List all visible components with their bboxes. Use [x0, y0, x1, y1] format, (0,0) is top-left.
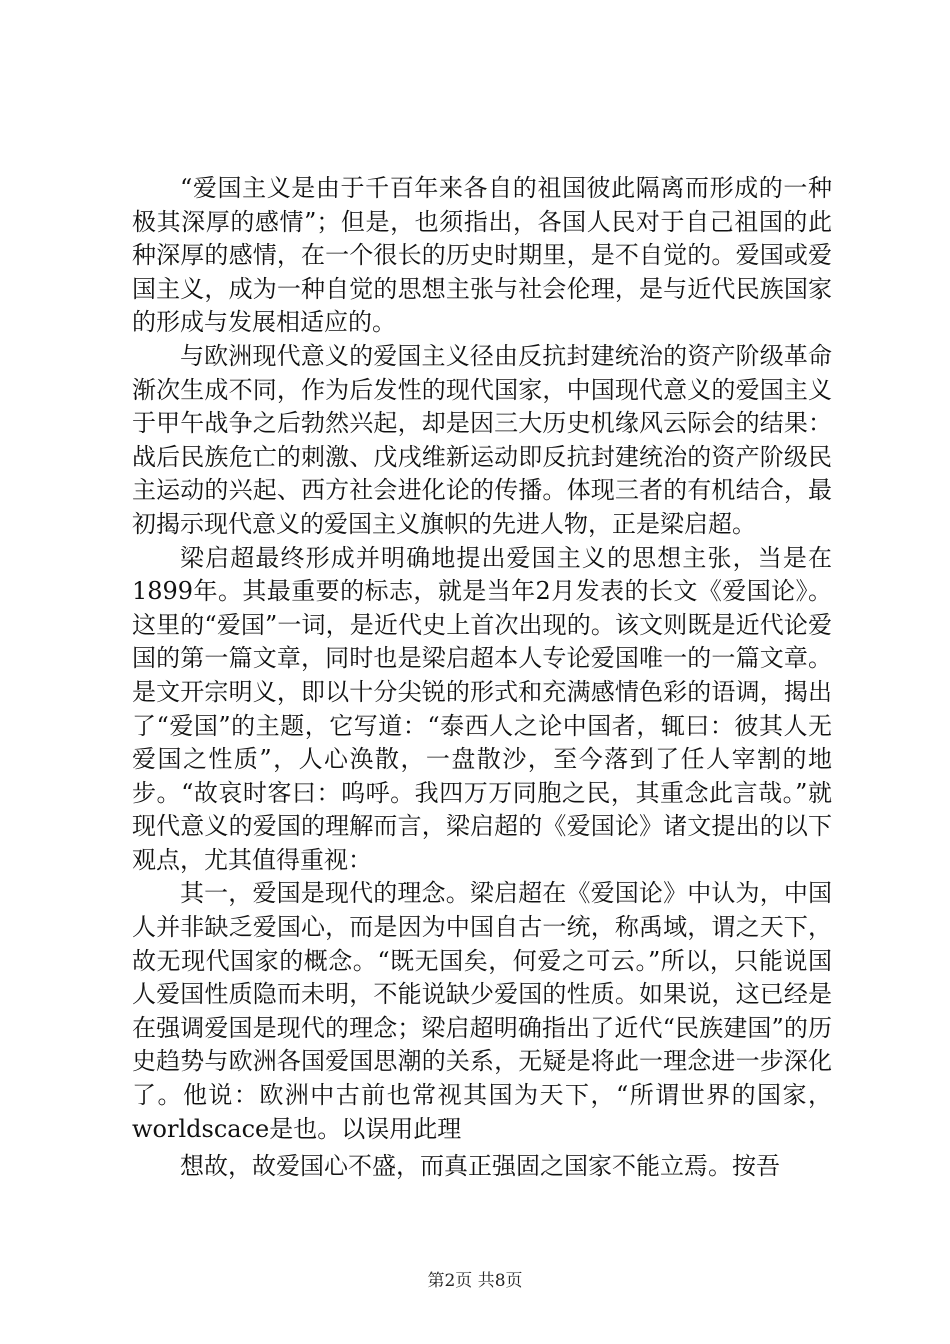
paragraph-4: 其一，爱国是现代的理念。梁启超在《爱国论》中认为，中国人并非缺乏爱国心，而是因为中国自古一统，称禹域，谓之天下，故无现代国家的概念。“既无国矣，何爱之可云。”所以，只能说国人爱国性质隐而未明，不能说缺少爱国的性质。如果说，这已经是在强调爱国是现代的理念；梁启超明确指出了近代“民族建国”的历史趋势与欧洲各国爱国思潮的关系，无疑是将此一理念进一步深化了。他说：欧洲中古前也常视其国为天下，“所谓世界的国家，worldscace是也。以误用此理: [132, 879, 832, 1143]
paragraph-3: 梁启超最终形成并明确地提出爱国主义的思想主张，当是在1899年。其最重要的标志，就是当年2月发表的长文《爱国论》。这里的“爱国”一词，是近代史上首次出现的。该文则既是近代论爱国的第一篇文章，同时也是梁启超本人专论爱国唯一的一篇文章。是文开宗明义，即以十分尖锐的形式和充满感情色彩的语调，揭出了“爱国”的主题，它写道：“泰西人之论中国者，辄曰：彼其人无爱国之性质”，人心涣散，一盘散沙，至今落到了任人宰割的地步。“故哀时客曰：呜呼。我四万万同胞之民，其重念此言哉。”就现代意义的爱国的理解而言，梁启超的《爱国论》诸文提出的以下观点，尤其值得重视：: [132, 543, 832, 874]
paragraph-2: 与欧洲现代意义的爱国主义径由反抗封建统治的资产阶级革命渐次生成不同，作为后发性的现代国家，中国现代意义的爱国主义于甲午战争之后勃然兴起，却是因三大历史机缘风云际会的结果：战后民族危亡的刺激、戊戌维新运动即反抗封建统治的资产阶级民主运动的兴起、西方社会进化论的传播。体现三者的有机结合，最初揭示现代意义的爱国主义旗帜的先进人物，正是梁启超。: [132, 341, 832, 538]
document-body: [132, 172, 832, 1146]
paragraph-1: “爱国主义是由于千百年来各自的祖国彼此隔离而形成的一种极其深厚的感情”；但是，也须指出，各国人民对于自己祖国的此种深厚的感情，在一个很长的历史时期里，是不自觉的。爱国或爱国主义，成为一种自觉的思想主张与社会伦理，是与近代民族国家的形成与发展相适应的。: [132, 174, 832, 337]
page-footer: [0, 1266, 950, 1291]
continuation-block: [132, 1150, 832, 1184]
page-number-label: 第2页 共8页: [427, 1271, 523, 1291]
continuation-paragraph: 想故，故爱国心不盛，而真正强固之国家不能立焉。按吾: [180, 1152, 780, 1180]
